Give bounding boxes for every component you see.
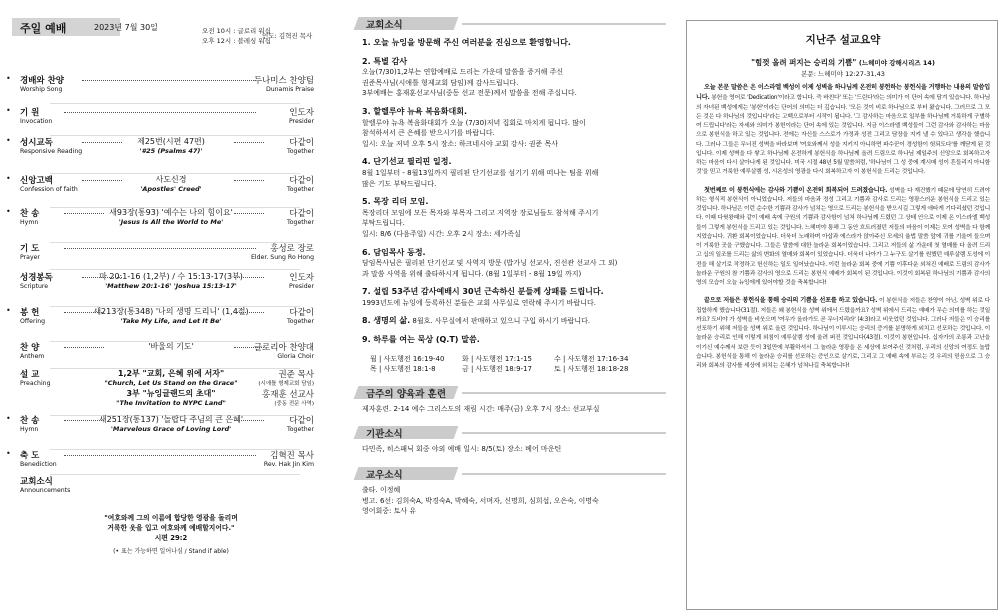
worship-date: 2023년 7월 30일 (94, 23, 158, 32)
liturgy-leader-en: Elder. Sung Ro Hong (251, 254, 314, 261)
news-items (352, 38, 672, 346)
liturgy-item-ko: 축 도 (20, 451, 40, 461)
members-news: 출타. 이정혜 병고. 6선: 김희숙A, 박경숙A, 박혜숙, 서며자, 신명희, 심희섭, 오은숙, 이명숙 영어회중: 토사 유 (362, 486, 599, 516)
dotted-leader (64, 347, 104, 348)
news-item (352, 335, 672, 346)
liturgy-item-ko: 기 도 (20, 244, 40, 254)
liturgy-row (6, 341, 336, 367)
liturgy-leader-2: 홍재훈 선교사 (262, 390, 314, 400)
liturgy-center-en: 'Jesus Is All the World to Me' (118, 218, 224, 226)
liturgy-item-ko: 설 교 (20, 370, 40, 380)
dotted-leader (82, 80, 256, 81)
dotted-leader (64, 455, 256, 456)
liturgy-leader: 다같이 (289, 209, 314, 219)
liturgy-item-ko: 경배와 찬양 (20, 76, 65, 86)
news-section-header: 교회소식 (352, 17, 672, 30)
presider: 인도: 김혁진 목사 (262, 32, 313, 40)
news-item-line: 담임목사님은 필리핀 단기선교 및 사역지 방문 (밥가닝 선교사, 진선관 선교사 그 외) (362, 259, 618, 268)
standing-note: (• 표는 가능하면 일어나심 / Stand if able) (113, 548, 229, 555)
liturgy-center: 사도신경 (155, 175, 187, 184)
news-item-heading: 6. 담임목사 동정. (362, 247, 426, 257)
summary-text: 이 봉헌식을 저들은 찬양이 아닌, 성벽 위로 다 집합하게 했습니다(31절). 저들은 왜 봉헌식을 성벽 위에서 드렸을까요? 성벽 위에서 드리는 예배가 무슨 의미를 하는 것일까요? 도비야 가 성벽을 비웃으며 '여우가 올라가도 곧 무너지리라' (4:3)라고 비웃었던 것입니다. 그러나 저들은 이 승리를 선포하기 위해 저들을 성벽 위로 올린 것입니다. 하나님이 이루시는 승리의 증거를 분명하게 외치고 선포하는 것입니다. 이 놀라운 승리로 인해 이렇게 외침이 예루살렘 성에 울려 퍼진 것입니다(43절). 이것이 봉헌입니다. 십자가의 조롱과 고난을 이기신 예수께서 보란 듯이 3일만에 부활하셔서 그 놀라운 영광을 온 세상에 보여주신 것처럼, 우리의 신앙의 여정도 놀랍습니다. 봉헌식을 통해 이 놀라운 승리를 선포하는 증인으로 살기로, 그리고 그 예배 속에 부르는 것 우리의 믿음으로 그 승리와 회복의 감사를 세상에 외치는 은혜가 넘쳐나길 축복합니다! (696, 298, 991, 369)
liturgy-leader-en: Together (287, 186, 314, 193)
news-item-line: 1993년도에 뉴잉에 등록하신 분들은 교회 사무실로 연락해 주시기 바랍니다. (362, 298, 596, 307)
liturgy-leader: 김혁진 목사 (270, 451, 314, 461)
liturgy-row (6, 74, 336, 102)
bullet-marker: • (6, 449, 11, 458)
liturgy-center-en: '#25 (Psalms 47)' (139, 147, 203, 155)
news-item-line: 많은 기도 부탁드립니다. (362, 179, 437, 188)
liturgy-row (6, 242, 336, 268)
summary-paragraph (696, 296, 990, 371)
news-item-heading: 4. 단기선교 필리핀 일정. (362, 157, 452, 167)
organization-line: 다민족, 히스패닉 회중 야외 예배 일시: 8/5(토) 장소: 베어 마운틴 (362, 445, 562, 454)
news-item-line: 일시: 8/6 (다음주일) 시간: 오후 2시 장소: 세가족실 (362, 229, 521, 238)
summary-text: 봉헌을 영어로 'Dedication'이라고 합니다. 즉 바친다' 또는 '드린다'라는 의미가 이 단어 속에 담겨 있습니다. 하나님의 자녀된 백성에게는 '봉헌'이라는 단어의 의미는 더 깊습니다. '모든 것이 비로 하나님으로 부터 왔습니다. 그러므로 그 모든 것은 다 하나님의 것입니다'라는 고백으로부터 시작이 됩니다. '그 감사하는 마음으로 일부를 하나님께 거룩하게 구별하여 드립니다'라는 자세와 의미가 봉헌이라는 단어 속에 있는 것입니다. 지금 이스라엘 백성들이 그런 감사와 감사하는 마음으로 봉헌식을 하고 있는 것입니다. 전에는 자신들 스스로가 가정과 성전 그리고 담장을 지켜 낼 수 있다고 생각을 했습니다. 그러나 그들은 무너진 성벽을 바라보며 '여호와께서 성을 지키지 아니하면 파수꾼이 경성함이 헛되도다'를 깨닫게 된 것입니다. 이제 성벽을 다 쌓고 하나님께 온전하게 봉헌식을 하나님께 올려 드림으로 하나님 제일주의 신앙으로 회복하고자 하는 마음이 다시 살아나게 된 것입니다. 미국 시절 48년 5월 말씀처럼, '하나님이 그 성 중에 계시매 성이 흔들리지 아니함 것'을 믿고 거룩한 예루살렘 성, 시온성의 영광을 다시 회복하고자 이 봉헌식을 드리는 것입니다. (696, 95, 990, 176)
liturgy-center: 새213장(통348) '나의 생명 드리니' (1,4절) (93, 307, 249, 316)
liturgy-item-en: Benediction (20, 461, 57, 468)
dotted-leader (64, 420, 104, 421)
news-item-line: 부탁드립니다. (362, 219, 405, 228)
liturgy-leader-en: Presider (288, 118, 314, 125)
liturgy-row (6, 475, 336, 495)
liturgy-leader: 다같이 (289, 308, 314, 318)
dotted-leader (234, 213, 264, 214)
members-section-header: 교우소식 (352, 467, 672, 480)
bullet-marker: • (6, 207, 11, 216)
liturgy-row (6, 271, 336, 305)
liturgy-leader: 권준 목사 (278, 370, 314, 380)
summary-paragraph (696, 186, 990, 289)
qt-row (352, 364, 672, 375)
liturgy-item-en: Scripture (20, 283, 49, 290)
liturgy-leader-en: (시애틀 형제교회 담임) (258, 381, 314, 387)
liturgy-center: '바울의 기도' (148, 342, 194, 351)
liturgy-item-ko: 신앙고백 (20, 176, 53, 186)
news-item-line: 과 말씀 사역을 위해 출타하시게 됩니다. (8월 1일부터 - 8월 19일 까지) (362, 269, 582, 278)
liturgy-item-ko: 봉 헌 (20, 308, 40, 318)
summary-heading: 지난주 설교요약 (805, 34, 881, 46)
liturgy-center-en: 'Apostles' Creed' (140, 185, 202, 193)
liturgy-item-en: Hymn (20, 219, 39, 226)
news-item-line: 3부예배는 홍재훈선교사님(중동 선교 전문)께서 말씀을 전해 주십니다. (362, 89, 577, 98)
liturgy-leader-en: Gloria Choir (277, 353, 314, 360)
organization-section-header: 기관소식 (352, 426, 672, 439)
liturgy-leader: 인도자 (289, 273, 314, 283)
liturgy-leader: 다같이 (289, 138, 314, 148)
liturgy-leader: 인도자 (289, 108, 314, 118)
page-title: 주일 예배 (20, 22, 67, 35)
liturgy-item-ko: 기 원 (20, 108, 40, 118)
news-item (352, 107, 672, 149)
liturgy-item-en: Confession of faith (20, 186, 78, 193)
dotted-leader (64, 312, 104, 313)
news-item (352, 316, 672, 327)
liturgy-item-en: Responsive Reading (20, 148, 83, 155)
news-item-line: 할렐루야 뉴욕 복음화대회가 오늘 (7/30)저녁 집회로 마치게 됩니다. 많이 (362, 118, 586, 127)
liturgy-center: 1,2부 "교회, 은혜 위에 서자" (117, 369, 225, 378)
liturgy-item-en: Invocation (20, 118, 53, 125)
qt-table (352, 354, 672, 375)
dotted-leader (234, 312, 264, 313)
liturgy-item-ko: 교회소식 (20, 477, 53, 487)
qt-cell: 금 | 사도행전 18:9-17 (462, 365, 532, 374)
liturgy-leader: 다같이 (289, 176, 314, 186)
liturgy-item-en: Prayer (20, 254, 40, 261)
liturgy-item-en: Offering (20, 318, 46, 325)
sermon-title: "힘껏 올려 퍼지는 승리의 기쁨" (느헤미야 강해시리즈 14) (751, 58, 935, 67)
dotted-leader (234, 142, 264, 143)
dotted-leader (64, 213, 104, 214)
summary-lead: 오늘 본문 말씀은 온 이스라엘 백성이 이제 성벽을 하나님께 온전히 봉헌하는 봉헌식을 거행하는 내용의 말씀입니다. (696, 84, 990, 102)
news-item-heading: 9. 하루를 여는 묵상 (Q.T) 말씀. (362, 335, 480, 345)
bullet-marker: • (6, 174, 11, 183)
closing-verse: "여호와께 그의 이름에 합당한 영광을 돌리며 거룩한 옷을 입고 여호와께 예배할지어다." 시편 29:2 (104, 514, 238, 542)
liturgy-row (6, 174, 336, 206)
liturgy-item-en: Worship Song (20, 86, 63, 93)
liturgy-leader: 다같이 (289, 416, 314, 426)
liturgy-leader-2-en: (중동 전문 사역) (274, 401, 314, 407)
news-item-heading: 3. 할렐루야 뉴욕 복음화대회. (362, 106, 468, 116)
bullet-marker: • (6, 136, 11, 145)
training-line: 제자훈련. 2-14 예수 그리스도의 재림 시간: 매주(금) 오후 7시 장소: 선교부실 (362, 404, 600, 413)
news-item-line: 8월 1일부터 - 8월13일까지 필리핀 단기선교를 섬기기 위해 떠나는 팀을 위해 (362, 168, 599, 177)
liturgy-leader-en: Presider (288, 283, 314, 290)
qt-cell: 목 | 사도행전 18:1-8 (370, 365, 436, 374)
worship-header (6, 0, 336, 45)
bullet-marker: • (6, 106, 11, 115)
liturgy-divider (50, 269, 300, 270)
dotted-leader (82, 180, 122, 181)
bullet-marker: • (6, 306, 11, 315)
liturgy-divider (50, 103, 300, 104)
dotted-leader (234, 277, 264, 278)
summary-body (696, 83, 990, 371)
liturgy-center: 새93장(통93) '예수는 나의 힘이요' (109, 208, 233, 217)
liturgy-item-en: Announcements (20, 487, 71, 494)
liturgy-center: 제25번(시편 47편) (137, 137, 205, 146)
liturgy-row (6, 414, 336, 448)
liturgy-center-2-en: "The Invitation to NYPC Land" (116, 399, 226, 407)
news-item (352, 197, 672, 239)
sermon-summary (684, 0, 1002, 612)
sermon-reference: 본문: 느헤미야 12:27-31,43 (801, 70, 885, 78)
news-item-line: 참석하셔서 큰 은혜를 받으시기를 바랍니다. (362, 129, 495, 138)
summary-text: 성벽을 다 재건했기 때문에 당연히 드려야 하는 형식적 봉헌식이 아니었습니다. 저들의 마음과 정성 그리고 기쁨과 감사로 드리는 영광스러운 봉헌식을 드리고 있는 것입니다. 하나님은 이런 순수한 기쁨과 감사가 넘치는 영으로 드리는 봉헌식을 받으시길 그렇게 애타게 기다리셨던 것입니다. 이때 다윗왕때와 같이 예배 속에 구원의 기쁨과 감사함이 넘쳐 하나님께 드렸던 그 상태 안으로 이제 온 이스라엘 백성들이 그렇게 봉헌식을 드리고 있는 것입니다. 느헤미야 통해 그 동안 흐트러졌던 저들의 마음이 이제는 모여 성벽을 다 함께 지었습니다. 귀환 회복이었습니다. 더욱더 노래하며 아삽과 에스라가 앉아주신 모세의 율법 말씀 앞에 귀를 기울여 들으며 이 거룩한 곳을 구했습니다. 그들은 말씀에 대한 놀라운 회복이었습니다. 그리고 저들의 삶 가운데 첫 열매를 다 올려 드리고 십의 일조를 드리는 삶의 변화의 열매와 회복이 있었습니다. 더욱더 나아가 그 누구도 살기를 원했던 예루살렘 도성에 이전을 해 살기로 작정하고 헌신하는 일도 일어났습니다. 이런 놀라운 회복 중에 기쁨 이후다운 외쳐진 예배로 드림의 감사가 놀라운 구원의 참 기쁨과 감사의 영으로 드리는 봉헌식 예배가 회복이 된 것입니다. 이것이 회복된 하나님의 기쁨과 감사의 영의 모습이 오늘 뉴잉에게 있어야할 것을 축복합니다! (696, 187, 990, 286)
liturgy-center-en: 'Marvelous Grace of Loving Lord' (110, 425, 232, 433)
news-item-line: 권준목사님(시애틀 형제교회 담임)께 감사드립니다. (362, 78, 519, 87)
news-item (352, 38, 672, 49)
liturgy-row (6, 449, 336, 473)
liturgy-leader: 홍성로 장로 (270, 244, 314, 254)
liturgy-leader-en: Together (287, 426, 314, 433)
liturgy-item-en: Anthem (20, 353, 45, 360)
dotted-leader (234, 180, 264, 181)
liturgy-item-en: Hymn (20, 426, 39, 433)
news-item (352, 287, 672, 308)
liturgy-center: 새251장(통137) '놀랍다 주님의 큰 은혜' (98, 415, 244, 424)
liturgy-item-ko: 성경봉독 (20, 273, 53, 283)
liturgy-row (6, 136, 336, 172)
bullet-marker: • (6, 414, 11, 423)
news-item (352, 57, 672, 99)
liturgy-leader-en: Rev. Hak Jin Kim (263, 461, 314, 468)
news-item-heading: 1. 오늘 뉴잉을 방문해 주신 여러분을 진심으로 환영합니다. (362, 38, 571, 47)
liturgy-leader-en: Dunamis Praise (265, 86, 314, 93)
dotted-leader (64, 112, 256, 113)
liturgy-item-ko: 찬 양 (20, 343, 40, 353)
news-item-heading: 8. 생명의 삶. (362, 316, 411, 326)
news-item-heading: 2. 특별 감사 (362, 56, 408, 66)
liturgy-item-ko: 찬 송 (20, 209, 40, 219)
dotted-leader (234, 420, 264, 421)
liturgy-row (6, 106, 336, 134)
qt-row (352, 354, 672, 365)
dotted-leader (82, 142, 122, 143)
news-item-line: 오늘(7/30)1,2부는 연합예배로 드리는 가운데 말씀을 증거해 주신 (362, 68, 564, 77)
liturgy-leader: 글로리아 찬양대 (253, 343, 314, 353)
order-of-worship (6, 0, 336, 612)
news-item-inline: 8월호. 사무실에서 판매하고 있으니 구입 하시기 바랍니다. (410, 317, 591, 326)
liturgy-center-en: 'Take My Life, and Let It Be' (120, 317, 222, 325)
dotted-leader (82, 277, 122, 278)
news-item-heading: 7. 설립 53주년 감사예배시 30년 근속하신 분들께 상패를 드립니다. (362, 287, 604, 297)
dotted-leader (234, 347, 264, 348)
qt-cell: 수 | 사도행전 17:16-34 (554, 354, 629, 363)
liturgy-row (6, 306, 336, 340)
service-times: 오전 10시 : 글로리 워십 오후 12시 : 블레싱 워십 (202, 27, 271, 45)
liturgy-item-ko: 찬 송 (20, 416, 40, 426)
dotted-leader (64, 248, 256, 249)
news-column (352, 0, 672, 612)
liturgy-row (6, 368, 336, 414)
liturgy-center-en: "Church, Let Us Stand on the Grace" (104, 379, 238, 387)
liturgy-leader-en: Together (287, 148, 314, 155)
liturgy-item-en: Preaching (20, 380, 51, 387)
summary-lead: 첫번째로 이 봉헌식에는 감사와 기쁨이 온전히 회복되어 드려졌습니다. (704, 186, 888, 194)
liturgy-leader-en: Together (287, 318, 314, 325)
news-item-line: 일시: 오늘 저녁 오후 5시 장소: 하크네시야 교회 강사: 권준 목사 (362, 139, 559, 148)
news-item-line: 목장리더 모임에 모든 목자와 부목자 그리고 지역장 장로님들도 참석해 주시기 (362, 208, 599, 217)
bullet-marker: • (6, 74, 11, 83)
liturgy-leader: 두나미스 찬양팀 (253, 76, 314, 86)
summary-lead: 끝으로 저들은 봉헌식을 통해 승리의 기쁨을 선포를 하고 있습니다. (704, 297, 878, 305)
qt-cell: 화 | 사도행전 17:1-15 (462, 354, 532, 363)
summary-paragraph (696, 83, 990, 178)
liturgy-row (6, 207, 336, 241)
qt-cell: 월 | 사도행전 16:19-40 (370, 354, 445, 363)
news-item (352, 248, 672, 280)
news-item-heading: 5. 목장 리더 모임. (362, 197, 429, 207)
liturgy-item-ko: 성시교독 (20, 138, 53, 148)
training-section-header: 금주의 양육과 훈련 (352, 386, 672, 399)
qt-cell: 토 | 사도행전 18:18-28 (554, 365, 629, 374)
liturgy-center-2: 3부 "뉴잉글랜드의 초대" (126, 389, 216, 398)
liturgy-center-en: 'Matthew 20:1-16' 'Joshua 15:13-17' (105, 282, 237, 290)
liturgy-center: 마 20:1-16 (1,2부) / 수 15:13-17(3부) (99, 272, 243, 281)
liturgy-leader-en: Together (287, 219, 314, 226)
news-item (352, 157, 672, 189)
